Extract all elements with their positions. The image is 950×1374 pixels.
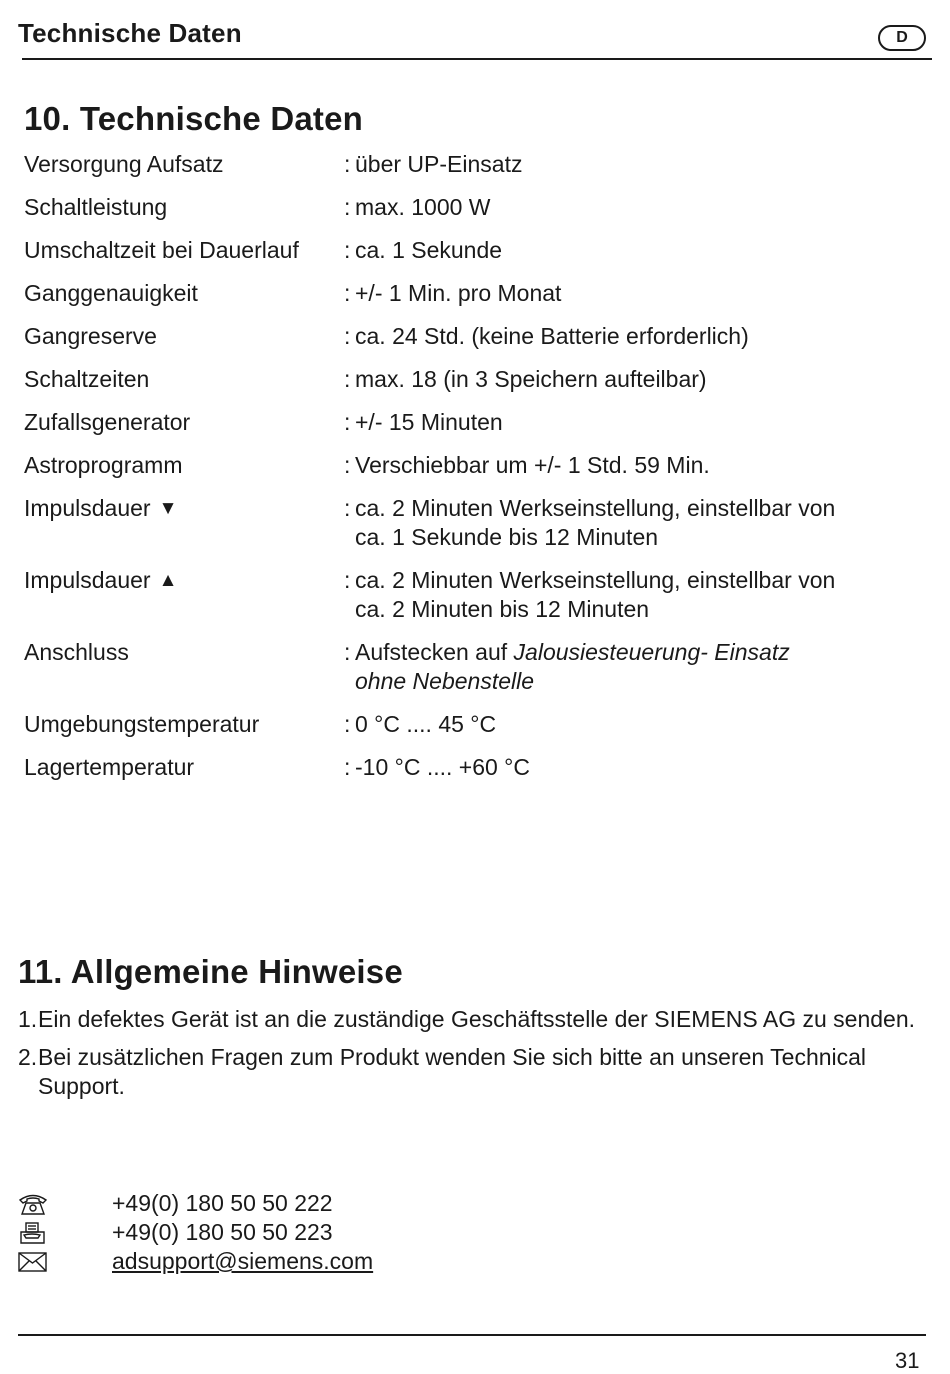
spec-row (24, 279, 904, 308)
spec-label: Umschaltzeit bei Dauerlauf (24, 237, 299, 263)
spec-label (24, 494, 344, 523)
email-link[interactable]: adsupport@siemens.com (112, 1248, 374, 1274)
spec-label-text: Impulsdauer (24, 567, 151, 593)
header-divider (22, 58, 932, 60)
spec-row (24, 322, 904, 351)
notes-list (18, 1005, 918, 1110)
list-item (18, 1005, 918, 1034)
section-heading-general-notes: 11. Allgemeine Hinweise (18, 953, 403, 990)
spec-colon: : (344, 711, 351, 737)
phone-icon (18, 1192, 112, 1216)
spec-row (24, 566, 904, 624)
spec-row (24, 150, 904, 179)
spec-row (24, 494, 904, 552)
spec-row (24, 408, 904, 437)
spec-colon: : (344, 194, 351, 220)
fax-icon (18, 1221, 112, 1245)
envelope-icon (18, 1250, 112, 1274)
spec-value: +/- 1 Min. pro Monat (355, 280, 562, 306)
spec-label (24, 566, 344, 595)
spec-colon: : (344, 280, 351, 306)
spec-value: Verschiebbar um +/- 1 Std. 59 Min. (355, 452, 710, 478)
spec-value: ca. 24 Std. (keine Batterie erforderlich) (355, 323, 749, 349)
triangle-up-icon: ▲ (158, 570, 178, 591)
spec-colon: : (344, 567, 351, 593)
spec-colon: : (344, 323, 351, 349)
spec-value: ca. 2 Minuten Werkseinstellung, einstellbar von ca. 2 Minuten bis 12 Minuten (355, 567, 836, 622)
spec-label-text: Impulsdauer (24, 495, 151, 521)
spec-label: Astroprogramm (24, 452, 183, 478)
spec-label: Ganggenauigkeit (24, 280, 198, 306)
spec-colon: : (344, 452, 351, 478)
spec-value: über UP-Einsatz (355, 151, 523, 177)
spec-row (24, 638, 904, 696)
spec-colon: : (344, 495, 351, 521)
spec-label: Versorgung Aufsatz (24, 151, 224, 177)
spec-row (24, 710, 904, 739)
spec-row (24, 193, 904, 222)
page-number: 31 (895, 1348, 920, 1373)
spec-label: Gangreserve (24, 323, 157, 349)
triangle-down-icon: ▼ (158, 498, 178, 519)
spec-label: Zufallsgenerator (24, 409, 191, 435)
spec-table (24, 150, 904, 782)
note-text: Bei zusätzlichen Fragen zum Produkt wenden Sie sich bitte an unseren Technical Support. (38, 1044, 867, 1099)
spec-value: -10 °C .... +60 °C (355, 754, 530, 780)
spec-value: Aufstecken auf Jalousiesteuerung- Einsatz ohne Nebenstelle (355, 639, 790, 694)
spec-colon: : (344, 237, 351, 263)
note-number: 2. (18, 1044, 38, 1070)
spec-value: max. 18 (in 3 Speichern aufteilbar) (355, 366, 707, 392)
spec-label: Schaltzeiten (24, 366, 150, 392)
list-item (18, 1043, 918, 1101)
spec-value: 0 °C .... 45 °C (355, 711, 497, 737)
contact-block (18, 1189, 373, 1276)
spec-value: ca. 1 Sekunde (355, 237, 503, 263)
spec-row (24, 365, 904, 394)
spec-label: Umgebungstemperatur (24, 711, 260, 737)
contact-fax (18, 1218, 373, 1247)
spec-row (24, 451, 904, 480)
spec-label: Schaltleistung (24, 194, 168, 220)
spec-colon: : (344, 409, 351, 435)
spec-colon: : (344, 639, 351, 665)
header-title: Technische Daten (18, 18, 242, 48)
footer-divider (18, 1334, 926, 1336)
spec-row (24, 236, 904, 265)
section-heading-technical-data: 10. Technische Daten (24, 100, 364, 137)
spec-value: max. 1000 W (355, 194, 491, 220)
note-number: 1. (18, 1006, 38, 1032)
spec-row (24, 753, 904, 782)
spec-colon: : (344, 754, 351, 780)
spec-colon: : (344, 151, 351, 177)
note-text: Ein defektes Gerät ist an die zuständige Geschäftsstelle der SIEMENS AG zu senden. (38, 1006, 916, 1032)
spec-label: Anschluss (24, 639, 129, 665)
language-badge: D (878, 25, 926, 51)
phone-number: +49(0) 180 50 50 222 (112, 1190, 333, 1216)
spec-colon: : (344, 366, 351, 392)
spec-value: +/- 15 Minuten (355, 409, 503, 435)
contact-email[interactable] (18, 1247, 373, 1276)
spec-label: Lagertemperatur (24, 754, 195, 780)
fax-number: +49(0) 180 50 50 223 (112, 1219, 333, 1245)
spec-value: ca. 2 Minuten Werkseinstellung, einstellbar von ca. 1 Sekunde bis 12 Minuten (355, 495, 836, 550)
contact-phone (18, 1189, 373, 1218)
